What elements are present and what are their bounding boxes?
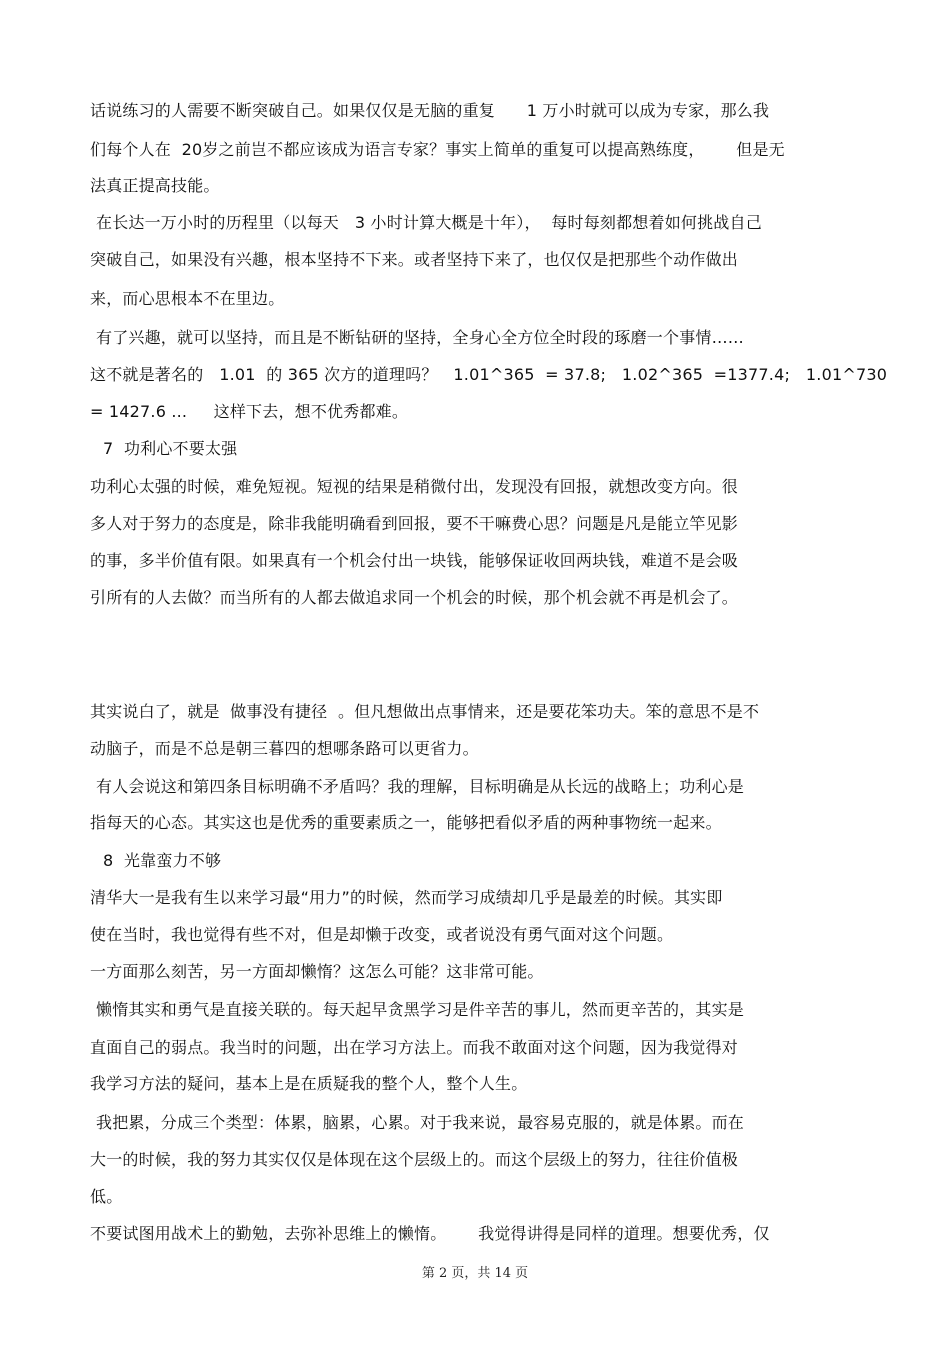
text-line: 有人会说这和第四条目标明确不矛盾吗？我的理解，目标明确是从长远的战略上；功利心是 [96, 777, 745, 796]
text-line: 引所有的人去做？而当所有的人都去做追求同一个机会的时候，那个机会就不再是机会了。 [90, 588, 739, 607]
section-heading: 8 光靠蛮力不够 [103, 851, 222, 870]
text-line: 在长达一万小时的历程里（以每天 3 小时计算大概是十年）， 每时每刻都想着如何挑战自己 [96, 213, 762, 232]
text-line: 突破自己，如果没有兴趣，根本坚持不下来。或者坚持下来了，也仅仅是把那些个动作做出 [90, 250, 739, 269]
text-line: 来，而心思根本不在里边。 [90, 289, 285, 308]
text-line: 直面自己的弱点。我当时的问题，出在学习方法上。而我不敢面对这个问题，因为我觉得对 [90, 1038, 739, 1057]
text-line: 一方面那么刻苦，另一方面却懒惰？这怎么可能？这非常可能。 [90, 962, 544, 981]
text-line: 有了兴趣，就可以坚持，而且是不断钻研的坚持，全身心全方位全时段的琢磨一个事情…… [96, 328, 745, 347]
page-footer: 第 2 页，共 14 页 [421, 1266, 529, 1281]
text-line: 话说练习的人需要不断突破自己。如果仅仅是无脑的重复 1 万小时就可以成为专家，那么我 [90, 101, 770, 120]
section-heading: 7 功利心不要太强 [103, 439, 238, 458]
text-line: 功利心太强的时候，难免短视。短视的结果是稍微付出，发现没有回报，就想改变方向。很 [90, 477, 739, 496]
text-line: 多人对于努力的态度是，除非我能明确看到回报，要不干嘛费心思？问题是凡是能立竿见影 [90, 514, 739, 533]
text-line: 指每天的心态。其实这也是优秀的重要素质之一，能够把看似矛盾的两种事物统一起来。 [90, 813, 722, 832]
text-line: = 1427.6 ... 这样下去，想不优秀都难。 [90, 402, 409, 421]
text-line: 们每个人在 20岁之前岂不都应该成为语言专家？事实上简单的重复可以提高熟练度， 但是无 [90, 140, 785, 159]
text-line: 不要试图用战术上的勤勉，去弥补思维上的懒惰。 我觉得讲得是同样的道理。想要优秀，仅 [90, 1224, 770, 1243]
text-line: 这不就是著名的 1.01 的 365 次方的道理吗？ 1.01^365 = 37.8; 1.02^365 =1377.4; 1.01^730 [90, 365, 888, 384]
text-line: 我学习方法的疑问，基本上是在质疑我的整个人，整个人生。 [90, 1074, 528, 1093]
text-line: 清华大一是我有生以来学习最“用力”的时候，然而学习成绩却几乎是最差的时候。其实即 [90, 888, 723, 907]
text-line: 其实说白了，就是 做事没有捷径 。但凡想做出点事情来，还是要花笨功夫。笨的意思不是不 [90, 702, 760, 721]
text-line: 懒惰其实和勇气是直接关联的。每天起早贪黑学习是件辛苦的事儿，然而更辛苦的，其实是 [96, 1000, 745, 1019]
text-line: 法真正提高技能。 [90, 176, 220, 195]
text-line: 我把累，分成三个类型：体累，脑累，心累。对于我来说，最容易克服的，就是体累。而在 [96, 1113, 745, 1132]
text-line: 动脑子，而是不总是朝三暮四的想哪条路可以更省力。 [90, 739, 479, 758]
text-line: 低。 [90, 1187, 123, 1206]
text-line: 大一的时候，我的努力其实仅仅是体现在这个层级上的。而这个层级上的努力，往往价值极 [90, 1150, 739, 1169]
text-line: 使在当时，我也觉得有些不对，但是却懒于改变，或者说没有勇气面对这个问题。 [90, 925, 674, 944]
text-line: 的事，多半价值有限。如果真有一个机会付出一块钱，能够保证收回两块钱，难道不是会吸 [90, 551, 739, 570]
